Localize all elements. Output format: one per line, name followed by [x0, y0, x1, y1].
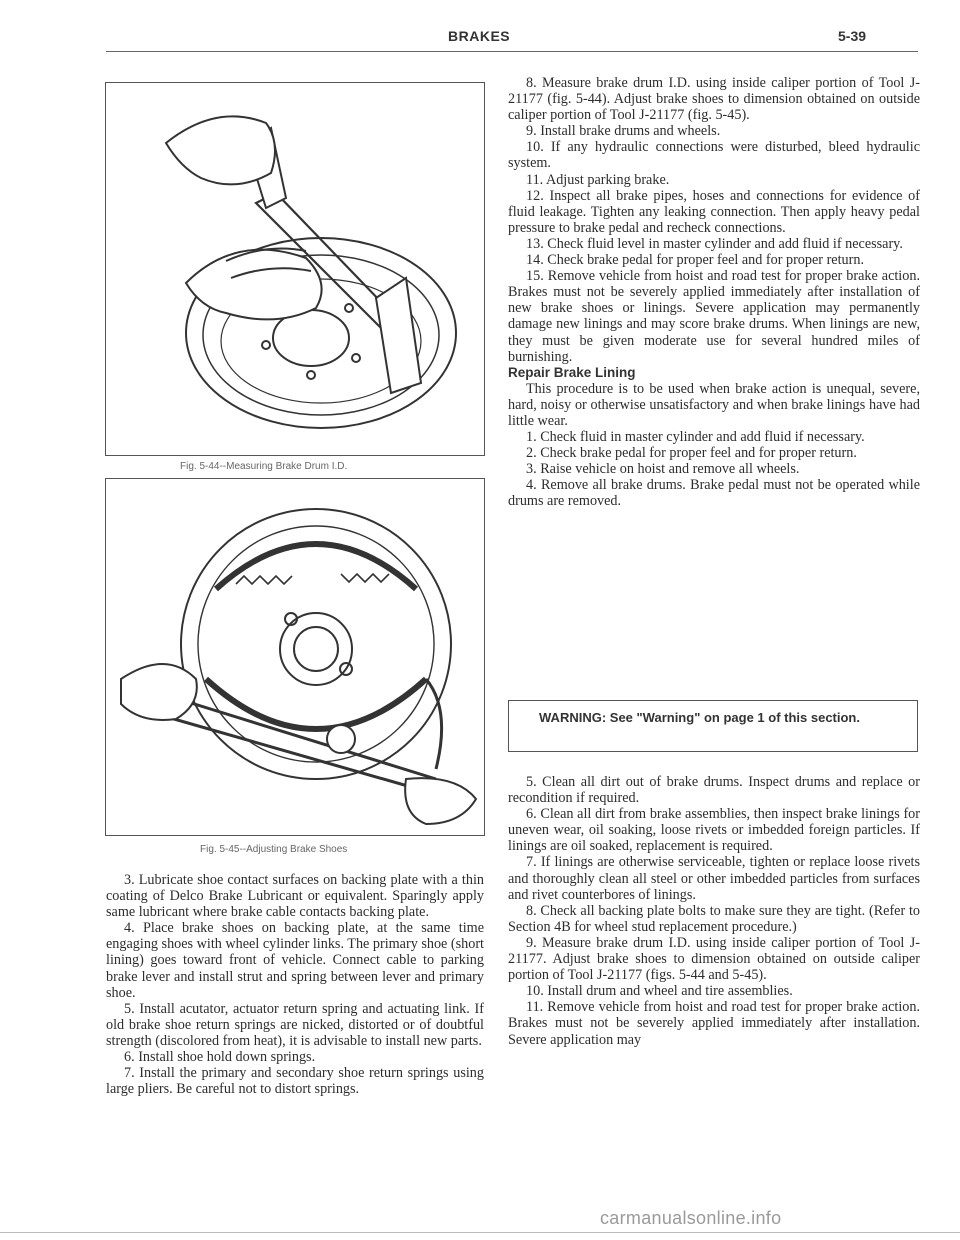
- header-rule: [106, 51, 918, 52]
- step-paragraph: 3. Raise vehicle on hoist and remove all wheels.: [526, 461, 800, 478]
- step-paragraph: 3. Lubricate shoe contact surfaces on backing plate with a thin coating of Delco Brake Lubricant or equivalent. Sparingly apply same lubricant where brake cable contacts backing plate.: [106, 872, 484, 921]
- step-paragraph: 4. Remove all brake drums. Brake pedal must not be operated while drums are removed.: [508, 477, 920, 510]
- left-column: [106, 872, 484, 1097]
- warning-box: [508, 700, 918, 752]
- intro-paragraph: This procedure is to be used when brake action is unequal, severe, hard, noisy or otherwise unsatisfactory and when brake linings have had little wear.: [508, 380, 920, 429]
- step-paragraph: 9. Measure brake drum I.D. using inside caliper portion of Tool J-21177. Adjust brake shoes to dimension obtained on outside caliper portion of Tool J-21177 (figs. 5-44 and 5-45).: [508, 934, 920, 984]
- step-paragraph: 6. Clean all dirt from brake assemblies, then inspect brake linings for uneven wear, oil soaking, loose rivets or imbedded foreign particles. If linings are oil soaked, replacement is required.: [508, 806, 920, 855]
- bottom-rule: [0, 1232, 960, 1233]
- step-paragraph: 7. Install the primary and secondary shoe return springs using large pliers. Be careful not to distort springs.: [106, 1065, 484, 1098]
- watermark: carmanualsonline.info: [600, 1208, 782, 1228]
- figure-caption: Fig. 5-45--Adjusting Brake Shoes: [200, 844, 348, 855]
- figure-adjusting-brake-shoes: [105, 478, 485, 836]
- step-paragraph: 2. Check brake pedal for proper feel and for proper return.: [526, 445, 857, 462]
- section-heading: Repair Brake Lining: [508, 364, 636, 380]
- brake-drum-illustration: [106, 83, 484, 455]
- step-paragraph: 11. Remove vehicle from hoist and road test for proper brake action. Brakes must not be severely applied immediately after installation. Severe application may: [508, 999, 920, 1048]
- step-paragraph: 10. Install drum and wheel and tire assemblies.: [526, 983, 793, 1000]
- step-paragraph: 15. Remove vehicle from hoist and road test for proper brake action. Brakes must not be severely applied immediately after installation of new brake shoes or linings. Severe application may permanently damage new linings and may score brake drums. When linings are new, they must be given moderate use for several hundred miles of burnishing.: [508, 268, 920, 365]
- step-paragraph: 5. Clean all dirt out of brake drums. Inspect drums and replace or recondition if required.: [508, 774, 920, 807]
- step-paragraph: 4. Place brake shoes on backing plate, at the same time engaging shoes with wheel cylinder links. The primary shoe (short lining) goes toward front of vehicle. Connect cable to parking brake lever and install strut and spring between lever and primary shoe.: [106, 920, 484, 1001]
- step-paragraph: 14. Check brake pedal for proper feel and for proper return.: [526, 252, 864, 269]
- warning-text: WARNING: See "Warning" on page 1 of this section.: [539, 710, 860, 725]
- section-title: BRAKES: [448, 28, 511, 44]
- right-column-upper: [508, 75, 920, 510]
- step-paragraph: 7. If linings are otherwise serviceable, tighten or replace loose rivets and thoroughly clean all steel or other imbedded particles from surfaces and rivet counterbores of linings.: [508, 854, 920, 903]
- figure-measuring-brake-drum: [105, 82, 485, 456]
- step-paragraph: 8. Check all backing plate bolts to make sure they are tight. (Refer to Section 4B for wheel stud replacement procedure.): [508, 902, 920, 935]
- step-paragraph: 12. Inspect all brake pipes, hoses and connections for evidence of fluid leakage. Tighten any leaking connection. Then apply heavy pedal pressure to brake pedal and recheck connections.: [508, 187, 920, 236]
- step-paragraph: 11. Adjust parking brake.: [526, 171, 670, 188]
- step-paragraph: 5. Install acutator, actuator return spring and actuating link. If old brake shoe return springs are nicked, distorted or of doubtful strength (discolored from heat), it is advisable to install new parts.: [106, 1000, 484, 1049]
- step-paragraph: 10. If any hydraulic connections were disturbed, bleed hydraulic system.: [508, 139, 920, 172]
- step-paragraph: 1. Check fluid in master cylinder and add fluid if necessary.: [526, 429, 865, 446]
- brake-shoe-illustration: [106, 479, 484, 835]
- step-paragraph: 6. Install shoe hold down springs.: [124, 1049, 316, 1066]
- right-column-lower: [508, 774, 920, 1048]
- step-paragraph: 13. Check fluid level in master cylinder and add fluid if necessary.: [526, 235, 903, 252]
- step-paragraph: 9. Install brake drums and wheels.: [526, 123, 721, 140]
- step-paragraph: 8. Measure brake drum I.D. using inside caliper portion of Tool J-21177 (fig. 5-44). Adjust brake shoes to dimension obtained on outside caliper portion of Tool J-21177 (fig. 5-45).: [508, 75, 920, 124]
- page-number: 5-39: [838, 28, 867, 44]
- figure-caption: Fig. 5-44--Measuring Brake Drum I.D.: [180, 461, 348, 472]
